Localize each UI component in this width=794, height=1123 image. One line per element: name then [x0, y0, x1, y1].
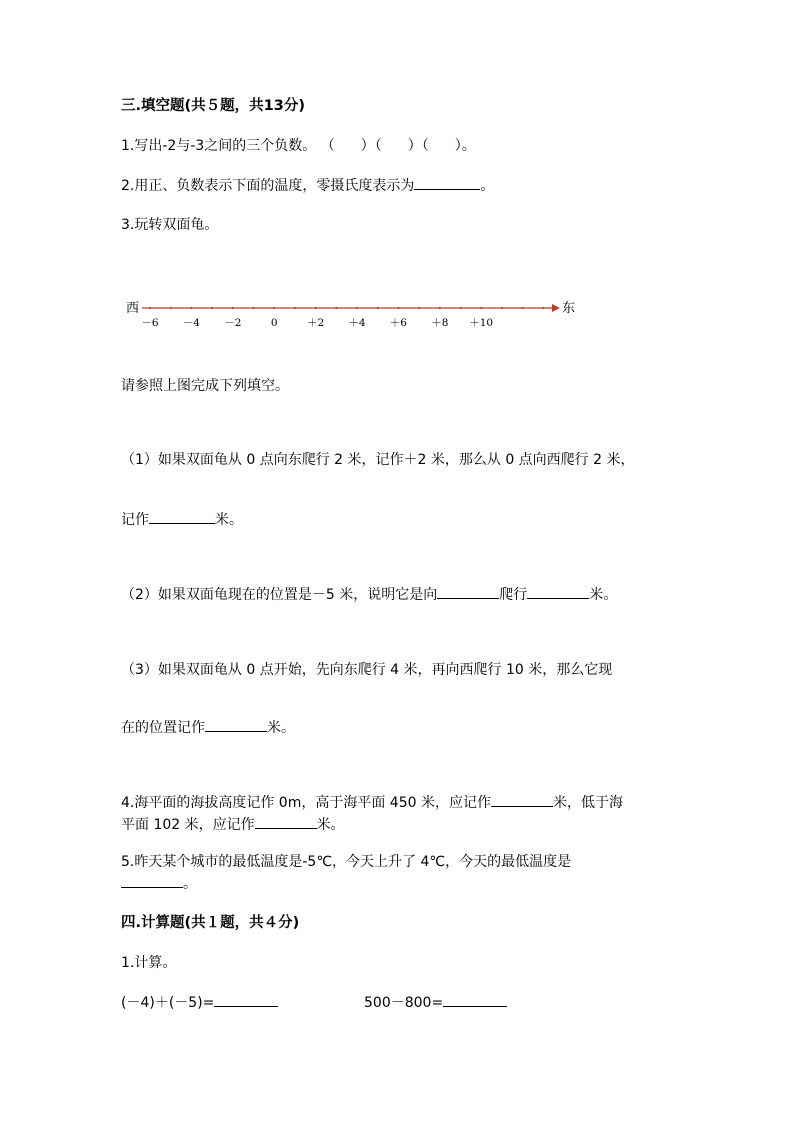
tick-mark — [170, 307, 172, 309]
tick-label: 0 — [270, 317, 278, 329]
answer-blank-sub2-distance[interactable] — [527, 585, 589, 599]
sub-question-3-line-2: 在的位置记作 米。 — [121, 720, 295, 736]
east-label: 东 — [562, 301, 576, 316]
tick-mark — [377, 307, 379, 309]
question-1-end: 。 — [461, 138, 476, 154]
tick-mark — [211, 307, 213, 309]
answer-paren-3[interactable]: （ ） — [421, 138, 462, 154]
tick-mark — [335, 307, 337, 309]
tick-mark — [273, 307, 275, 309]
tick-label: ＋10 — [469, 317, 494, 329]
answer-blank-q4-below[interactable] — [255, 815, 317, 829]
question-5-line-1: 5.昨天某个城市的最低温度是-5℃，今天上升了 4℃，今天的最低温度是 — [121, 854, 572, 870]
arrow-right-icon — [552, 304, 560, 312]
question-3: 3.玩转双面龟。 — [121, 217, 219, 233]
tick-mark — [190, 307, 192, 309]
tick-mark — [252, 307, 254, 309]
section-3-heading: 三.填空题(共５题，共13分) — [121, 98, 305, 114]
tick-mark — [356, 307, 358, 309]
tick-mark — [459, 307, 461, 309]
west-label: 西 — [126, 301, 140, 316]
tick-label: －2 — [224, 317, 242, 329]
sub-question-1-line-2: 记作 米。 — [121, 512, 243, 528]
answer-blank-calc-1[interactable] — [214, 993, 278, 1007]
tick-mark — [397, 307, 399, 309]
question-4-line-1: 4.海平面的海拔高度记作 0m，高于海平面 450 米，应记作 米，低于海 — [121, 795, 623, 811]
tick-mark — [294, 307, 296, 309]
tick-mark — [501, 307, 503, 309]
question-4-line-2: 平面 102 米，应记作 米。 — [121, 817, 345, 833]
tick-mark — [149, 307, 151, 309]
sub-question-1-line-1: （1）如果双面龟从 0 点向东爬行 2 米，记作＋2 米，那么从 0 点向西爬行 2 米， — [121, 452, 635, 468]
tick-label: －4 — [182, 317, 200, 329]
question-1-text: 1.写出-2与-3之间的三个负数。 — [121, 138, 317, 154]
tick-label: ＋2 — [307, 317, 325, 329]
answer-blank-sub1[interactable] — [149, 510, 215, 524]
calc-expression-1: (－4)＋(－5)= — [121, 993, 278, 1012]
answer-blank-sub2-direction[interactable] — [437, 585, 499, 599]
answer-blank-calc-2[interactable] — [443, 993, 507, 1007]
answer-blank-q4-above[interactable] — [491, 793, 553, 807]
question-1 — [121, 137, 476, 155]
answer-blank-q5[interactable] — [121, 874, 183, 888]
tick-mark — [522, 307, 524, 309]
question-5-line-2: 。 — [121, 874, 197, 893]
tick-labels — [141, 317, 493, 329]
tick-mark — [439, 307, 441, 309]
tick-mark — [542, 307, 544, 309]
sub-question-2: （2）如果双面龟现在的位置是－5 米，说明它是向 爬行 米。 — [121, 587, 618, 603]
question-2-text: 2.用正、负数表示下面的温度，零摄氏度表示为 — [121, 178, 415, 194]
sub-question-3-line-1: （3）如果双面龟从 0 点开始，先向东爬行 4 米，再向西爬行 10 米，那么它现 — [121, 662, 613, 678]
tick-label: ＋4 — [348, 317, 366, 329]
tick-label: ＋6 — [389, 317, 407, 329]
calc-expression-2: 500－800= — [364, 993, 507, 1012]
instruction-text: 请参照上图完成下列填空。 — [121, 378, 289, 394]
tick-label: ＋8 — [431, 317, 449, 329]
tick-mark — [480, 307, 482, 309]
answer-paren-1[interactable]: （ ） — [320, 138, 375, 154]
tick-label: －6 — [141, 317, 159, 329]
answer-paren-2[interactable]: （ ） — [374, 138, 422, 154]
answer-blank-sub3[interactable] — [205, 718, 267, 732]
answer-blank-q2[interactable] — [414, 176, 480, 190]
section-4-heading: 四.计算题(共１题，共４分) — [121, 915, 300, 931]
calc-question: 1.计算。 — [121, 955, 177, 971]
tick-mark — [315, 307, 317, 309]
tick-mark — [418, 307, 420, 309]
tick-mark — [232, 307, 234, 309]
number-line — [120, 292, 590, 336]
question-2: 2.用正、负数表示下面的温度，零摄氏度表示为 。 — [121, 178, 495, 194]
